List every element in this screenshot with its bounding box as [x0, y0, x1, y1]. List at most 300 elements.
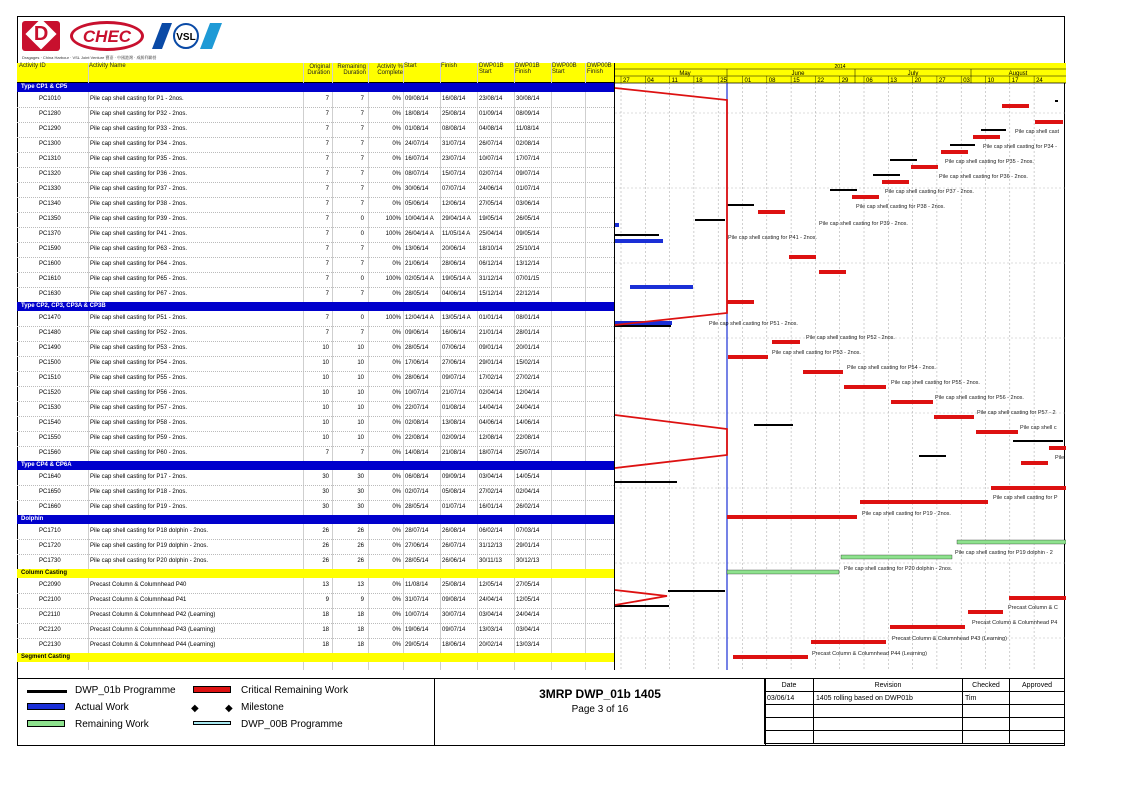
cell: 15/07/14: [442, 171, 466, 177]
table-row[interactable]: [17, 122, 614, 138]
cell: 100%: [385, 315, 401, 321]
gantt-bar: [841, 555, 952, 559]
cell: Precast Column & Columnhead P41: [90, 597, 187, 603]
cell: 21/06/14: [405, 261, 429, 267]
cell: 7: [325, 141, 329, 147]
cell: 7: [325, 201, 329, 207]
gantt-bar: [1035, 120, 1063, 124]
cell: Pile cap shell casting for P19 dolphin - 2nos.: [90, 543, 209, 549]
gantt-bar: [615, 325, 671, 327]
cell: 11/08/14: [405, 582, 428, 588]
table-row[interactable]: [17, 341, 614, 357]
cell: PC2110: [39, 612, 61, 618]
group-header: Column Casting: [17, 569, 614, 578]
table-row[interactable]: [17, 386, 614, 402]
cell: 7: [360, 186, 364, 192]
cell: PC1310: [39, 156, 61, 162]
timeline-week: 15: [793, 78, 800, 84]
table-row[interactable]: [17, 638, 614, 654]
cell: 28/05/14: [405, 345, 429, 351]
table-row[interactable]: [17, 500, 614, 516]
cell: 10: [357, 405, 364, 411]
cell: 29/05/14: [405, 642, 429, 648]
cell: 31/07/14: [442, 141, 466, 147]
cell: 09/05/14: [516, 231, 540, 237]
gantt-label: Precast Column & Columnhead P44 (Learning): [812, 651, 927, 657]
cell: 28/07/14: [405, 528, 429, 534]
gantt-label: Pile cap shell casting for P55 - 2nos.: [891, 380, 980, 386]
cell: 0: [360, 315, 364, 321]
cell: 7: [360, 450, 364, 456]
cell: 19/06/14: [405, 627, 429, 633]
group-header: Segment Casting: [17, 653, 614, 662]
cell: Pile cap shell casting for P56 - 2nos.: [90, 390, 188, 396]
table-row[interactable]: [17, 539, 614, 555]
table-row[interactable]: [17, 197, 614, 213]
document-title: 3MRP DWP_01b 1405: [539, 687, 661, 701]
gantt-label: Precast Column & C: [1008, 605, 1058, 611]
cell: PC1630: [39, 291, 61, 297]
cell: 0%: [392, 558, 401, 564]
cell: 0%: [392, 360, 401, 366]
gantt-bar: [728, 355, 768, 359]
cell: 18: [357, 612, 364, 618]
cell: 26/07/14: [479, 141, 503, 147]
gantt-label: Pile: [1055, 455, 1065, 461]
table-row[interactable]: [17, 608, 614, 624]
cell: 13: [322, 582, 329, 588]
cell: 31/12/13: [479, 543, 503, 549]
cell: 28/05/14: [405, 558, 429, 564]
cell: 100%: [385, 276, 401, 282]
timeline-week: 17: [1011, 78, 1019, 84]
cell: 13/06/14: [405, 246, 429, 252]
timeline-week: 06: [866, 78, 873, 84]
cell: Pile cap shell casting for P1 - 2nos.: [90, 96, 184, 102]
cell: 7: [360, 246, 364, 252]
cell: 10: [322, 435, 329, 441]
cell: 0%: [392, 171, 401, 177]
cell: Precast Column & Columnhead P40: [90, 582, 187, 588]
table-row[interactable]: [17, 416, 614, 432]
timeline-week: 20: [914, 78, 922, 84]
cell: 29/01/14: [479, 360, 503, 366]
cell: 07/01/15: [516, 276, 540, 282]
cell: 24/04/14: [516, 612, 540, 618]
table-row[interactable]: [17, 401, 614, 417]
cell: 10: [357, 390, 364, 396]
gantt-bar: [830, 189, 857, 191]
cell: 09/07/14: [516, 171, 540, 177]
cell: 23/08/14: [479, 96, 503, 102]
cell: Precast Column & Columnhead P44 (Learning): [90, 642, 216, 648]
rev-checked: Tim: [963, 692, 1010, 705]
cell: 15/12/14: [479, 291, 503, 297]
cell: Pile cap shell casting for P57 - 2nos.: [90, 405, 188, 411]
cell: PC1490: [39, 345, 61, 351]
timeline-week: 25: [720, 78, 727, 84]
cell: 7: [325, 126, 329, 132]
cell: 18: [322, 627, 329, 633]
rev-description: 1405 rolling based on DWP01b: [814, 692, 963, 705]
svg-text:VSL: VSL: [176, 32, 196, 43]
gantt-bar: [803, 370, 843, 374]
cell: Pile cap shell casting for P41 - 2nos.: [90, 231, 188, 237]
title-block: [434, 678, 766, 746]
cell: 10: [322, 375, 329, 381]
cell: PC1550: [39, 435, 61, 441]
cell: 01/08/14: [442, 405, 466, 411]
gantt-bar: [882, 180, 909, 184]
cell: 26/06/14: [442, 558, 466, 564]
logo-subtitle: Dragages · China Harbour · VSL Joint Venture 寶嘉 · 中國港灣 · 威勝利聯營: [22, 55, 157, 60]
cell: 21/07/14: [442, 390, 466, 396]
cell: PC1590: [39, 246, 61, 252]
cell: PC1650: [39, 489, 61, 495]
cell: Pile cap shell casting for P19 - 2nos.: [90, 504, 188, 510]
cell: 12/06/14: [442, 201, 466, 207]
rev-approved: [1010, 692, 1065, 705]
cell: 25/08/14: [442, 582, 466, 588]
cell: 07/07/14: [442, 186, 466, 192]
gantt-bar: [919, 455, 946, 457]
table-row[interactable]: [17, 152, 614, 168]
gantt-label: Pile cap shell casting for P39 - 2nos.: [819, 221, 908, 227]
cell: 0%: [392, 528, 401, 534]
gantt-bar: [1002, 104, 1029, 108]
cell: 10/07/14: [405, 390, 429, 396]
cell: PC2090: [39, 582, 61, 588]
cell: 20/02/14: [479, 642, 503, 648]
timeline-week: 18: [695, 78, 703, 84]
legend-dwp00b-label: DWP_00B Programme: [241, 719, 343, 730]
cell: 7: [325, 330, 329, 336]
cell: 24/06/14: [479, 186, 503, 192]
table-row[interactable]: [17, 431, 614, 447]
table-row[interactable]: [17, 287, 614, 303]
gantt-label: Pile cap shell casting for P19 - 2nos.: [862, 511, 951, 517]
gantt-bar: [758, 210, 785, 214]
cell: 04/06/14: [442, 291, 466, 297]
cell: 10: [357, 360, 364, 366]
cell: 08/07/14: [405, 171, 429, 177]
cell: 0%: [392, 582, 401, 588]
cell: 10: [322, 405, 329, 411]
col-activity-name: Activity Name: [89, 63, 126, 69]
timeline-month: August: [1008, 71, 1028, 77]
cell: 26: [322, 558, 329, 564]
gantt-bar: [1049, 446, 1066, 450]
cell: 7: [325, 261, 329, 267]
cell: 02/08/14: [405, 420, 429, 426]
cell: 18/06/14: [442, 642, 466, 648]
cell: 0%: [392, 543, 401, 549]
cell: 03/06/14: [516, 201, 540, 207]
cell: Pile cap shell casting for P52 - 2nos.: [90, 330, 188, 336]
table-row[interactable]: [17, 167, 614, 183]
cell: 16/07/14: [405, 156, 429, 162]
cell: 0%: [392, 330, 401, 336]
table-row[interactable]: [17, 311, 614, 327]
cell: 0: [360, 231, 364, 237]
table-row[interactable]: [17, 92, 614, 108]
gantt-chart: [614, 63, 1066, 670]
timeline-month: July: [907, 71, 919, 77]
table-row[interactable]: [17, 212, 614, 228]
critical-path-line: [615, 88, 727, 325]
cell: 7: [360, 141, 364, 147]
cell: 02/09/14: [442, 435, 466, 441]
cell: 0: [360, 216, 364, 222]
cell: 9: [325, 597, 329, 603]
cell: 7: [325, 231, 329, 237]
gantt-bar: [733, 655, 808, 659]
timeline-week: 08: [768, 78, 776, 84]
gantt-bar: [941, 150, 968, 154]
cell: 7: [360, 201, 364, 207]
cell: 13/08/14: [442, 420, 466, 426]
cell: PC1710: [39, 528, 61, 534]
legend-actual-label: Actual Work: [75, 702, 129, 713]
cell: 28/05/14: [405, 291, 429, 297]
gantt-bar: [754, 424, 793, 426]
cell: 28/05/14: [405, 504, 429, 510]
cell: 13: [357, 582, 364, 588]
cell: PC1300: [39, 141, 61, 147]
cell: 0%: [392, 246, 401, 252]
milestone-icon: ◆: [191, 703, 199, 714]
timeline-year: 2014: [834, 64, 846, 70]
cell: 0%: [392, 474, 401, 480]
cell: 14/04/14: [479, 405, 503, 411]
cell: 7: [325, 186, 329, 192]
cell: 09/07/14: [442, 627, 466, 633]
cell: Pile cap shell casting for P37 - 2nos.: [90, 186, 188, 192]
table-row[interactable]: [17, 272, 614, 288]
cell: 26: [357, 558, 364, 564]
table-row[interactable]: [17, 326, 614, 342]
cell: 0%: [392, 126, 401, 132]
cell: 19/05/14 A: [442, 276, 471, 282]
cell: Pile cap shell casting for P51 - 2nos.: [90, 315, 188, 321]
cell: 0: [360, 276, 364, 282]
cell: 25/10/14: [516, 246, 540, 252]
cell: 0%: [392, 642, 401, 648]
cell: Pile cap shell casting for P58 - 2nos.: [90, 420, 188, 426]
table-row[interactable]: [17, 554, 614, 570]
cell: 20/06/14: [442, 246, 466, 252]
cell: 31/07/14: [405, 597, 429, 603]
timeline-week: 22: [817, 78, 825, 84]
cell: 20/01/14: [516, 345, 540, 351]
timeline-week: 03: [963, 78, 970, 84]
cell: 05/06/14: [405, 201, 429, 207]
cell: PC1340: [39, 201, 61, 207]
gantt-bar: [957, 540, 1066, 544]
col-orig-dur: Original Duration: [307, 64, 330, 76]
cell: PC1470: [39, 315, 61, 321]
gantt-bar: [819, 270, 846, 274]
gantt-bar: [615, 234, 659, 236]
cell: 30: [322, 504, 329, 510]
cell: 09/06/14: [405, 330, 429, 336]
cell: 25/08/14: [442, 111, 466, 117]
cell: 7: [325, 156, 329, 162]
cell: 27/02/14: [479, 489, 503, 495]
table-row[interactable]: [17, 257, 614, 273]
cell: 30/07/14: [442, 612, 466, 618]
timeline-week: 11: [671, 78, 678, 84]
cell: 27/02/14: [516, 375, 540, 381]
table-row[interactable]: [17, 137, 614, 153]
gantt-bar: [991, 486, 1066, 490]
cell: 22/08/14: [516, 435, 540, 441]
cell: 22/08/14: [405, 435, 429, 441]
cell: 10/04/14 A: [405, 216, 434, 222]
cell: 27/06/14: [405, 543, 429, 549]
table-row[interactable]: [17, 227, 614, 243]
cell: Pile cap shell casting for P39 - 2nos.: [90, 216, 188, 222]
cell: PC2130: [39, 642, 61, 648]
cell: 01/01/14: [479, 315, 503, 321]
cell: 25/04/14: [479, 231, 503, 237]
table-row[interactable]: [17, 578, 614, 594]
col-finish: Finish: [441, 63, 458, 69]
dragages-logo: D: [22, 21, 60, 51]
cell: PC1720: [39, 543, 61, 549]
cell: Pile cap shell casting for P34 - 2nos.: [90, 141, 188, 147]
cell: Pile cap shell casting for P18 - 2nos.: [90, 489, 188, 495]
gantt-bar: [1013, 440, 1063, 442]
table-row[interactable]: [17, 182, 614, 198]
table-row[interactable]: [17, 623, 614, 639]
table-row[interactable]: [17, 470, 614, 486]
cell: 12/04/14 A: [405, 315, 434, 321]
col-dwp01b-start: DWP01B Start: [479, 63, 504, 75]
cell: Precast Column & Columnhead P43 (Learning): [90, 627, 216, 633]
cell: 04/08/14: [479, 126, 503, 132]
cell: 31/12/14: [479, 276, 503, 282]
gantt-label: Pile cap shell casting for P35 - 2nos.: [945, 159, 1034, 165]
cell: 03/04/14: [479, 612, 503, 618]
cell: 08/08/14: [442, 126, 466, 132]
gantt-label: Pile cap shell casting for P36 - 2nos.: [939, 174, 1028, 180]
cell: 7: [360, 111, 364, 117]
cell: 7: [325, 216, 329, 222]
cell: 7: [325, 450, 329, 456]
cell: 0%: [392, 186, 401, 192]
cell: 03/04/14: [479, 474, 503, 480]
table-row[interactable]: [17, 593, 614, 609]
cell: Pile cap shell casting for P63 - 2nos.: [90, 246, 188, 252]
cell: PC1330: [39, 186, 61, 192]
gantt-bar: [811, 640, 886, 644]
cell: 27/05/14: [479, 201, 503, 207]
cell: 05/08/14: [442, 489, 466, 495]
timeline-week: 10: [987, 78, 995, 84]
gantt-label: Precast Column & Columnhead P4: [972, 620, 1058, 626]
table-row[interactable]: [17, 485, 614, 501]
gantt-label: Pile cap shell casting for P56 - 2nos.: [935, 395, 1024, 401]
table-row[interactable]: [17, 242, 614, 258]
cell: 10: [322, 345, 329, 351]
cell: 30: [322, 489, 329, 495]
gantt-label: Precast Column & Columnhead P43 (Learning): [892, 636, 1007, 642]
gantt-label: Pile cap shell casting for P52 - 2nos.: [806, 335, 895, 341]
gantt-bar: [727, 300, 754, 304]
timeline-week: 13: [890, 78, 897, 84]
legend-milestone-label: Milestone: [241, 702, 284, 713]
cell: 7: [360, 156, 364, 162]
cell: 30/06/14: [405, 186, 429, 192]
col-dwp00b-finish: DWP00B Finish: [587, 63, 612, 75]
cell: PC1540: [39, 420, 61, 426]
table-row[interactable]: [17, 446, 614, 462]
cell: 10: [357, 420, 364, 426]
cell: 10/07/14: [405, 612, 429, 618]
cell: 08/01/14: [516, 315, 540, 321]
legend-critical-swatch: [193, 686, 231, 693]
cell: 01/09/14: [479, 111, 503, 117]
milestone-icon-2: ◆: [225, 703, 233, 714]
cell: 14/06/14: [516, 420, 540, 426]
cell: PC1600: [39, 261, 61, 267]
gantt-bar: [727, 204, 754, 206]
col-pct: Activity % Complete: [376, 64, 403, 76]
cell: Pile cap shell casting for P59 - 2nos.: [90, 435, 188, 441]
cell: 21/01/14: [479, 330, 503, 336]
cell: Pile cap shell casting for P38 - 2nos.: [90, 201, 188, 207]
cell: PC1370: [39, 231, 61, 237]
group-header: Type CP4 & CP6A: [17, 461, 614, 470]
cell: 17/06/14: [405, 360, 429, 366]
cell: 9: [360, 597, 364, 603]
cell: 11/05/14 A: [442, 231, 471, 237]
rev-header-date: Date: [765, 679, 814, 692]
cell: 0%: [392, 375, 401, 381]
table-row[interactable]: [17, 107, 614, 123]
cell: 0%: [392, 435, 401, 441]
table-row[interactable]: [17, 371, 614, 387]
cell: 21/08/14: [442, 450, 466, 456]
gantt-bar: [890, 625, 965, 629]
cell: 16/06/14: [442, 330, 466, 336]
cell: 0%: [392, 627, 401, 633]
cell: PC1610: [39, 276, 61, 282]
timeline-week: 01: [744, 78, 752, 84]
cell: PC1660: [39, 504, 61, 510]
revision-table: [764, 678, 1065, 746]
critical-path-line-3: [615, 590, 667, 605]
cell: 17/07/14: [516, 156, 540, 162]
cell: PC1480: [39, 330, 61, 336]
rev-header-approved: Approved: [1010, 679, 1065, 692]
gantt-bar: [973, 135, 1000, 139]
cell: Pile cap shell casting for P67 - 2nos.: [90, 291, 188, 297]
cell: 10: [322, 360, 329, 366]
cell: 13/05/14 A: [442, 315, 471, 321]
cell: 27/06/14: [442, 360, 466, 366]
cell: PC2100: [39, 597, 61, 603]
cell: Pile cap shell casting for P32 - 2nos.: [90, 111, 188, 117]
cell: 0%: [392, 489, 401, 495]
cell: 02/05/14 A: [405, 276, 434, 282]
table-row[interactable]: [17, 356, 614, 372]
cell: 26: [357, 543, 364, 549]
col-rem-dur: Remaining Duration: [337, 64, 366, 76]
cell: 30: [322, 474, 329, 480]
table-row[interactable]: [17, 524, 614, 540]
